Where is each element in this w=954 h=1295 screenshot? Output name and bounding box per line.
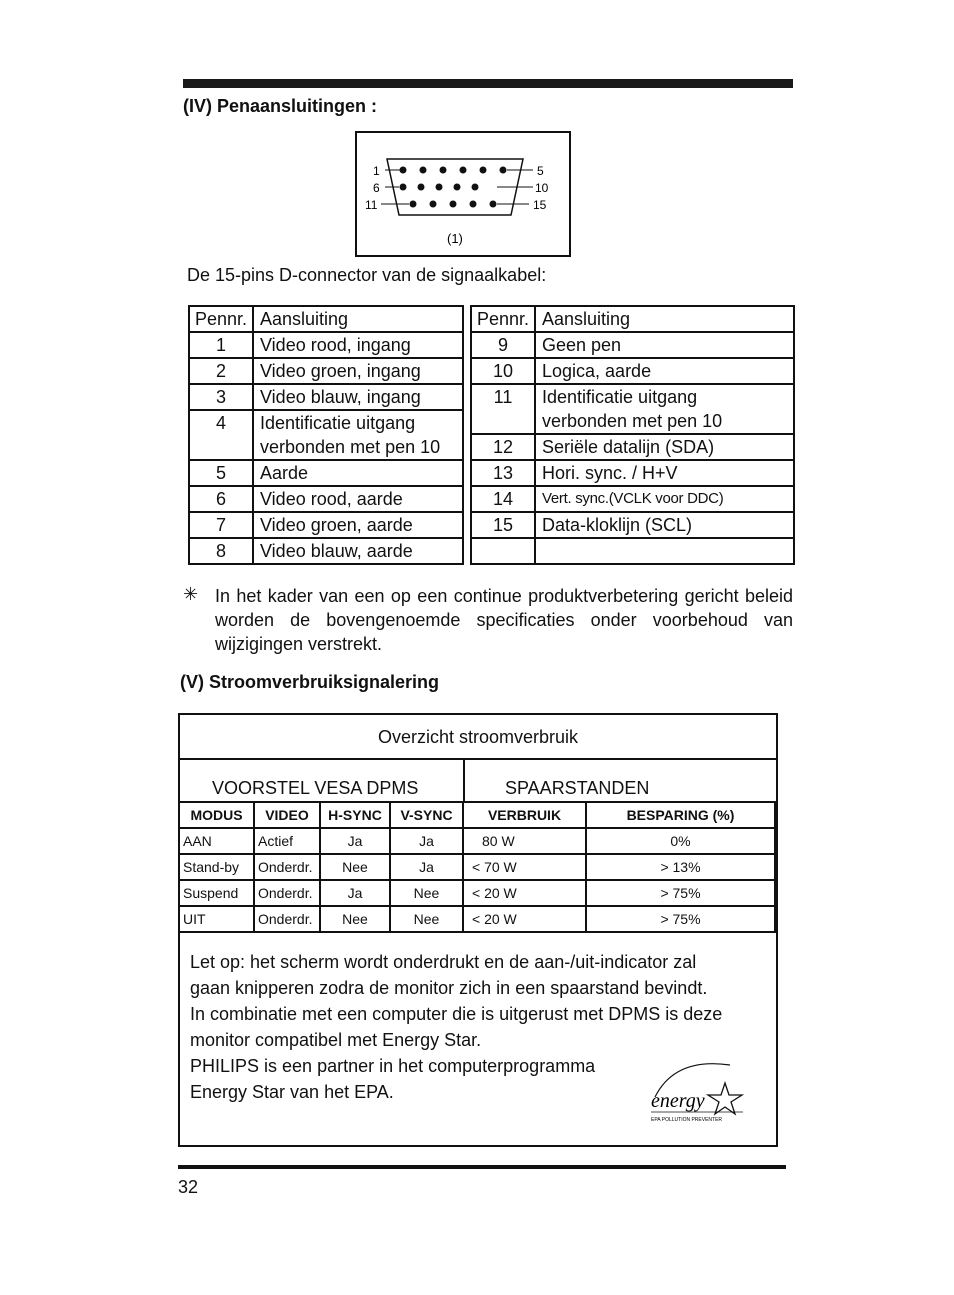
divider [463,760,465,802]
header-pin: Pennr. [189,306,253,332]
figure-caption: (1) [447,231,463,246]
column-header: V-SYNC [390,802,463,828]
cell-mode: UIT [179,906,254,932]
cell-vsync: Ja [390,854,463,880]
cell-hsync: Ja [320,880,390,906]
table-row [179,854,775,880]
logo-text: energy [651,1090,705,1112]
connector-diagram [355,131,571,257]
pin-table [188,305,795,565]
cell-consumption: < 70 W [463,854,586,880]
pin-number: 8 [189,538,253,564]
cell-vsync: Nee [390,880,463,906]
energy-star-logo [645,1055,755,1125]
pin-number: 5 [189,460,253,486]
note-line: gaan knipperen zodra de monitor zich in een spaarstand bevindt. [190,978,708,998]
connector-intro: De 15-pins D-connector van de signaalkabel: [187,265,547,285]
cell-video: Onderdr. [254,906,320,932]
pin-connection: Video rood, aarde [253,486,463,512]
cell-video: Onderdr. [254,854,320,880]
cell-mode: AAN [179,828,254,854]
section-4-heading: (IV) Penaansluitingen : [183,96,378,116]
pin-number: 6 [189,486,253,512]
column-header: VIDEO [254,802,320,828]
group-savings: SPAARSTANDEN [505,778,650,798]
note-line: Energy Star van het EPA. [190,1082,394,1102]
column-header: MODUS [179,802,254,828]
table-row [189,306,794,332]
table-row [189,358,794,384]
section-5-heading: (V) Stroomverbruiksignalering [180,672,440,692]
cell-consumption: < 20 W [463,880,586,906]
pin-connection: Video rood, ingang [253,332,463,358]
top-rule [183,79,793,88]
cell-consumption: < 20 W [463,906,586,932]
pin-connection [535,384,794,434]
pin-label-15: 15 [533,198,547,212]
table-row [189,538,794,564]
pin-label-1: 1 [373,164,380,178]
pin-connection: Seriële datalijn (SDA) [535,434,794,460]
pin-connection: Data-kloklijn (SCL) [535,512,794,538]
divider [180,758,776,760]
cell-mode: Suspend [179,880,254,906]
pin-connection: Video groen, ingang [253,358,463,384]
table-row [189,512,794,538]
header-pin: Pennr. [471,306,535,332]
pin-connection: Video blauw, ingang [253,384,463,410]
cell-vsync: Ja [390,828,463,854]
pin-number: 10 [471,358,535,384]
pin-number: 12 [471,434,535,460]
table-row [179,828,775,854]
pin-connection [253,410,463,460]
pin-label-11: 11 [365,198,378,212]
header-connection: Aansluiting [535,306,794,332]
table-row [189,486,794,512]
table-row [189,332,794,358]
spec-note: In het kader van een op een continue produktverbetering gericht beleid worden de bovengenoemde specificaties onder voorbehoud van wijzigingen verstrekt. [215,586,793,654]
pin-connection: Vert. sync.(VCLK voor DDC) [535,486,794,512]
cell-savings: > 13% [586,854,775,880]
cell-video: Actief [254,828,320,854]
cell-vsync: Nee [390,906,463,932]
cell-hsync: Nee [320,906,390,932]
cell-video: Onderdr. [254,880,320,906]
pin-connection-line1: Identificatie uitgang [260,413,416,433]
pin-connection-line1: Identificatie uitgang [542,387,698,407]
energy-star-icon [645,1055,755,1125]
cell-mode: Stand-by [179,854,254,880]
column-header: BESPARING (%) [586,802,775,828]
empty-cell [471,538,535,564]
pin-connection: Video blauw, aarde [253,538,463,564]
group-vesa: VOORSTEL VESA DPMS [212,778,419,798]
table-row [189,384,794,410]
note-asterisk-icon: ✳ [183,584,199,604]
table-row [179,880,775,906]
column-header: H-SYNC [320,802,390,828]
pin-number: 15 [471,512,535,538]
pin-label-5: 5 [537,164,544,178]
cell-savings: > 75% [586,906,775,932]
pin-connection: Video groen, aarde [253,512,463,538]
page-number: 32 [178,1177,199,1197]
pin-label-6: 6 [373,181,380,195]
column-header: VERBRUIK [463,802,586,828]
pin-number: 14 [471,486,535,512]
pin-connection: Logica, aarde [535,358,794,384]
pin-number: 3 [189,384,253,410]
pin-connection: Geen pen [535,332,794,358]
cell-consumption: 80 W [463,828,586,854]
cell-hsync: Ja [320,828,390,854]
note-line: In combinatie met een computer die is uitgerust met DPMS is deze [190,1004,723,1024]
table-row [179,906,775,932]
logo-caption: EPA POLLUTION PREVENTER [651,1117,723,1123]
d-connector-illustration [357,133,569,255]
pin-number: 4 [189,410,253,460]
pin-connection: Aarde [253,460,463,486]
pin-connection-line2: verbonden met pen 10 [542,411,723,431]
note-line: Let op: het scherm wordt onderdrukt en de aan-/uit-indicator zal [190,952,697,972]
note-line: monitor compatibel met Energy Star. [190,1030,482,1050]
pin-number: 11 [471,384,535,434]
pin-number: 13 [471,460,535,486]
power-table [178,801,776,933]
pin-label-10: 10 [535,181,549,195]
pin-connection-line2: verbonden met pen 10 [260,437,441,457]
cell-savings: 0% [586,828,775,854]
cell-savings: > 75% [586,880,775,906]
table-row [189,460,794,486]
header-connection: Aansluiting [253,306,463,332]
pin-number: 2 [189,358,253,384]
pin-number: 1 [189,332,253,358]
pin-connection: Hori. sync. / H+V [535,460,794,486]
cell-hsync: Nee [320,854,390,880]
power-notes [190,949,722,1105]
pin-number: 7 [189,512,253,538]
table-row [179,802,775,828]
note-line: PHILIPS is een partner in het computerprogramma [190,1056,596,1076]
pin-number: 9 [471,332,535,358]
bottom-rule [178,1165,786,1169]
power-box-title: Overzicht stroomverbruik [377,727,579,747]
empty-cell [535,538,794,564]
